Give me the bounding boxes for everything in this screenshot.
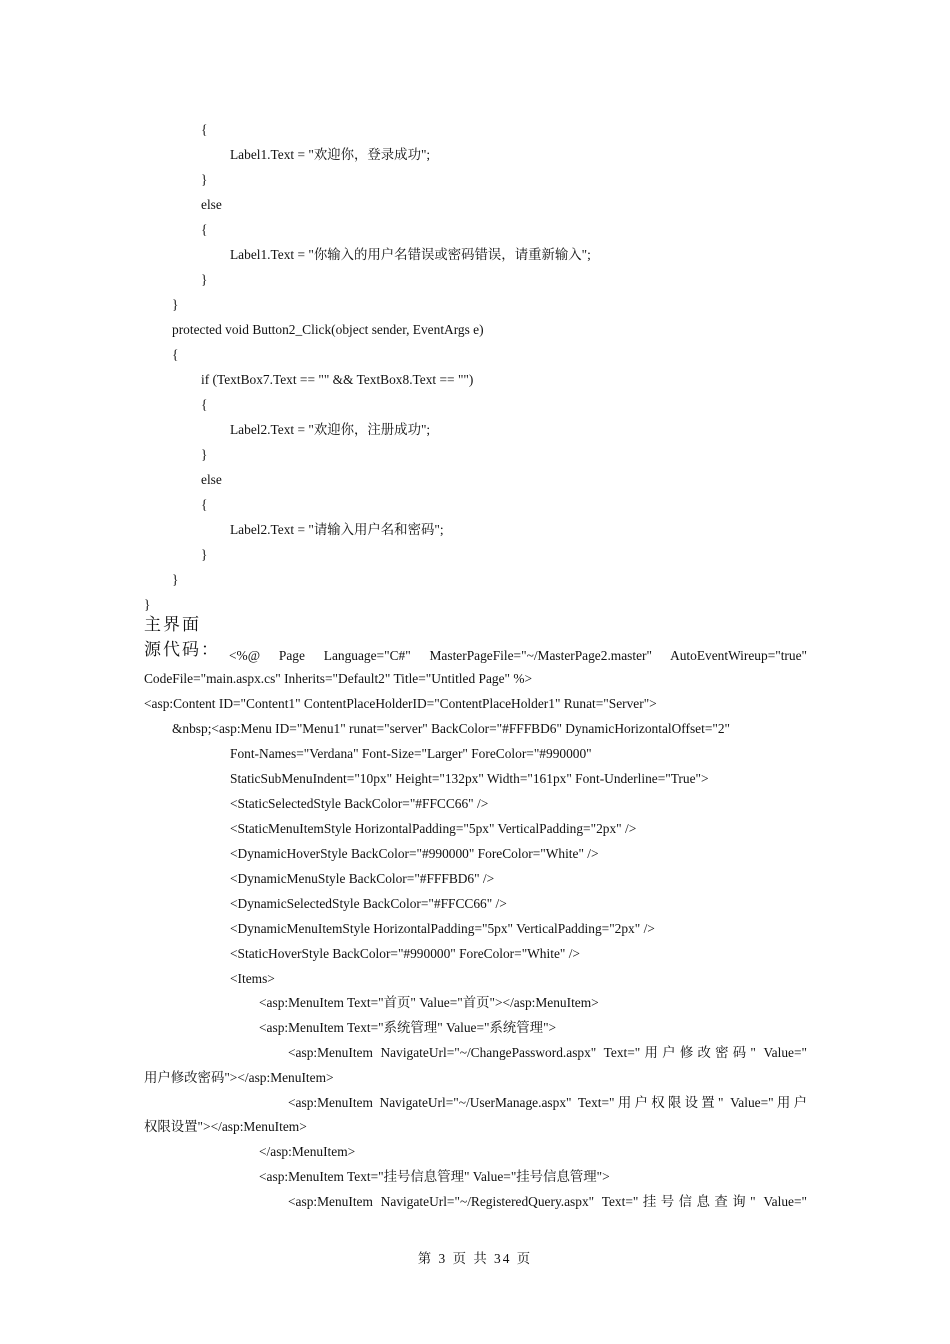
code-line: <DynamicHoverStyle BackColor="#990000" ForeColor="White" /> [230,846,599,861]
code-line: <StaticHoverStyle BackColor="#990000" ForeColor="White" /> [230,946,580,961]
code-line: { [201,397,208,412]
code-line: { [201,222,208,237]
code-line: StaticSubMenuIndent="10px" Height="132px" Width="161px" Font-Underline="True"> [230,771,709,786]
page-directive: <%@ Page Language="C#" MasterPageFile="~/MasterPage2.master" AutoEventWireup="true" [229,648,807,663]
code-line: } [172,572,179,587]
code-line: { [201,122,208,137]
code-line: <DynamicMenuItemStyle HorizontalPadding="5px" VerticalPadding="2px" /> [230,921,655,936]
code-line: } [144,597,151,612]
code-line: else [201,472,222,487]
code-line: { [201,497,208,512]
code-line: } [201,547,208,562]
code-line: <asp:MenuItem Text="首页" Value="首页"></asp:MenuItem> [259,995,599,1010]
page-directive-continuation: CodeFile="main.aspx.cs" Inherits="Default2" Title="Untitled Page" %> [144,671,533,686]
code-line: <DynamicSelectedStyle BackColor="#FFCC66" /> [230,896,507,911]
code-line: else [201,197,222,212]
code-line: Font-Names="Verdana" Font-Size="Larger" ForeColor="#990000" [230,746,592,761]
code-line: <StaticMenuItemStyle HorizontalPadding="5px" VerticalPadding="2px" /> [230,821,637,836]
code-line: Label1.Text = "你输入的用户名错误或密码错误，请重新输入"; [230,247,591,262]
code-line: <asp:MenuItem Text="系统管理" Value="系统管理"> [259,1020,557,1035]
code-line: <asp:MenuItem NavigateUrl="~/RegisteredQuery.aspx" Text="挂号信息查询" Value=" [288,1194,807,1209]
code-line: { [172,347,179,362]
code-line: 权限设置"></asp:MenuItem> [144,1119,307,1134]
code-line: <asp:Content ID="Content1" ContentPlaceHolderID="ContentPlaceHolder1" Runat="Server"> [144,696,657,711]
code-line: Label2.Text = "请输入用户名和密码"; [230,522,444,537]
code-line: } [172,297,179,312]
code-line: <asp:MenuItem NavigateUrl="~/ChangePassword.aspx" Text="用户修改密码" Value=" [288,1045,807,1060]
code-line: <asp:MenuItem NavigateUrl="~/UserManage.aspx" Text="用户权限设置" Value="用户 [288,1095,807,1110]
code-line: &nbsp;<asp:Menu ID="Menu1" runat="server" BackColor="#FFFBD6" DynamicHorizontalOffset="2" [172,721,731,736]
section-subheading: 源代码： [144,640,220,660]
page-number-footer: 第 3 页 共 34 页 [417,1251,533,1266]
code-line: } [201,172,208,187]
code-line: Label2.Text = "欢迎你，注册成功"; [230,422,431,437]
code-line: <DynamicMenuStyle BackColor="#FFFBD6" /> [230,871,495,886]
code-line: </asp:MenuItem> [259,1144,356,1159]
code-line: if (TextBox7.Text == "" && TextBox8.Text == "") [201,372,474,387]
code-line: } [201,447,208,462]
code-line: <Items> [230,971,275,986]
code-line: } [201,272,208,287]
code-line: Label1.Text = "欢迎你，登录成功"; [230,147,431,162]
code-line: protected void Button2_Click(object sender, EventArgs e) [172,322,484,337]
code-line: 用户修改密码"></asp:MenuItem> [144,1070,334,1085]
section-heading: 主界面 [144,615,201,635]
code-line: <asp:MenuItem Text="挂号信息管理" Value="挂号信息管理"> [259,1169,610,1184]
code-line: <StaticSelectedStyle BackColor="#FFCC66" /> [230,796,489,811]
